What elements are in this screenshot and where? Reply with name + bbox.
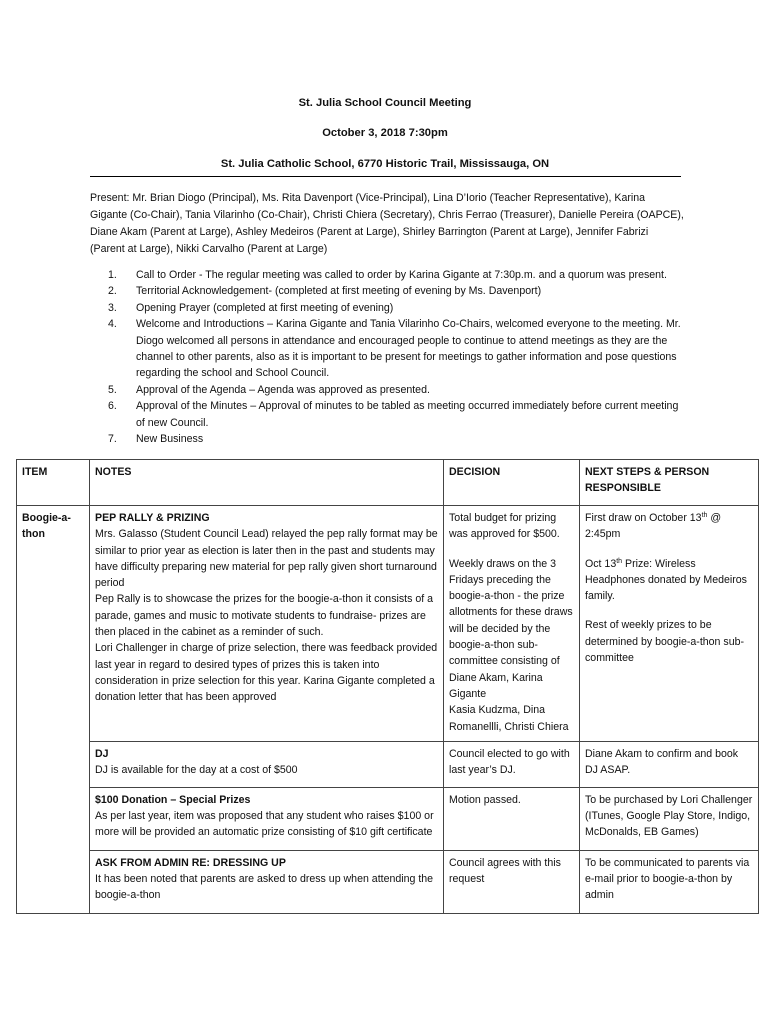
notes-paragraph: Mrs. Galasso (Student Council Lead) relayed the pep rally format may be similar to prior year as election is later then in the past and students may have difficulty preparing new material for pep rally given short turnaround period: [95, 528, 438, 590]
agenda-text: Approval of the Agenda – Agenda was approved as presented.: [136, 383, 430, 396]
notes-title: PEP RALLY & PRIZING: [95, 512, 210, 524]
header-divider: [90, 176, 681, 177]
agenda-item: [108, 431, 688, 447]
meeting-date: October 3, 2018 7:30pm: [322, 127, 448, 139]
agenda-number: 3.: [108, 301, 117, 314]
meeting-title: St. Julia School Council Meeting: [298, 97, 472, 109]
header-item: ITEM: [17, 460, 90, 506]
meeting-location: St. Julia Catholic School, 6770 Historic Trail, Mississauga, ON: [220, 158, 550, 170]
agenda-number: 1.: [108, 269, 117, 281]
agenda-number: 2.: [108, 285, 117, 298]
decision-cell: [444, 506, 580, 742]
agenda-item: [108, 316, 688, 382]
notes-cell: [90, 506, 444, 742]
paragraph-gap: [585, 543, 753, 556]
notes-cell: [90, 741, 444, 787]
next-steps-paragraph: [585, 510, 753, 543]
notes-cell: [90, 787, 444, 850]
agenda-item: [108, 300, 688, 316]
paragraph-gap: [585, 604, 753, 617]
minutes-table: [16, 459, 759, 914]
agenda-text: Welcome and Introductions – Karina Gigante and Tania Vilarinho Co-Chairs, welcomed everyone to the meeting. Mr. Diogo welcomed all persons in attendance and encouraged people to continue to attend meetings as they are the channel to other parents, also as it is important to be present for meetings to gather information and pose questions regarding the school and School Council.: [136, 318, 681, 380]
next-steps-cell: To be purchased by Lori Challenger (ITunes, Google Play Store, Indigo, McDonalds, EB Games): [580, 787, 759, 850]
next-steps-paragraph: [585, 556, 753, 605]
agenda-item: [108, 283, 688, 299]
agenda-text: Approval of the Minutes – Approval of minutes to be tabled as meeting occurred immediately before current meeting of new Council.: [136, 400, 679, 429]
next-steps-cell: Diane Akam to confirm and book DJ ASAP.: [580, 741, 759, 787]
ordinal-suffix: th: [701, 512, 708, 519]
agenda-number: 7.: [108, 433, 117, 446]
decision-cell: Motion passed.: [444, 787, 580, 850]
item-cell: [17, 506, 90, 914]
attendees-paragraph: Present: Mr. Brian Diogo (Principal), Ms. Rita Davenport (Vice-Principal), Lina D’Iorio (Teacher Representative), Karina Gigante (Co-Chair), Tania Vilarinho (Co-Chair), Christi Chiera (Secretary), Chris Ferrao (Treasurer), Danielle Pereira (OAPCE), Diane Akam (Parent at Large), Ashley Medeiros (Parent at Large), Shirley Barrington (Parent at Large), Jennifer Fabrizi (Parent at Large), Nikki Carvalho (Parent at Large): [90, 192, 684, 255]
next-steps-text: First draw on October 13: [585, 512, 702, 524]
decision-paragraph: Weekly draws on the 3 Fridays preceding the boogie-a-thon - the prize allotments for these draws will be decided by the boogie-a-thon sub-committee consisting of Diane Akam, Karina Gigante: [449, 557, 573, 700]
table-row: [17, 850, 759, 913]
agenda-text: Call to Order - The regular meeting was called to order by Karina Gigante at 7:30p.m. and a quorum was present.: [136, 269, 667, 281]
notes-cell: [90, 850, 444, 913]
notes-paragraph: As per last year, item was proposed that any student who raises $100 or more will be provided an automatic prize consisting of $10 gift certificate: [95, 810, 434, 839]
agenda-item: [108, 267, 688, 283]
notes-paragraph: Pep Rally is to showcase the prizes for the boogie-a-thon it consists of a parade, games and music to motivate students to fundraise- prizes are then placed in the cabinet as a reminder of such.: [95, 593, 433, 639]
table-row: [17, 741, 759, 787]
decision-paragraph: Kasia Kudzma, Dina Romanellli, Christi Chiera: [449, 704, 569, 733]
agenda-number: 4.: [108, 318, 117, 331]
notes-paragraph: It has been noted that parents are asked to dress up when attending the boogie-a-thon: [95, 873, 434, 902]
decision-cell: Council agrees with this request: [444, 850, 580, 913]
agenda-item: [108, 398, 688, 431]
table-header-row: [17, 460, 759, 506]
notes-title: DJ: [95, 747, 109, 760]
decision-cell: Council elected to go with last year’s DJ.: [444, 741, 580, 787]
agenda-list: [108, 267, 688, 447]
agenda-text: New Business: [136, 433, 204, 446]
table-row: [17, 787, 759, 850]
notes-paragraph: Lori Challenger in charge of prize selection, there was feedback provided last year in regard to desired types of prizes this is taken into consideration in prize selection for this year. Karina Gigante completed a donation letter that has been approved: [95, 642, 438, 704]
next-steps-cell: [580, 506, 759, 742]
next-steps-text: Prize: Wireless Headphones donated by Medeiros family.: [585, 557, 747, 603]
table-row: [17, 506, 759, 742]
agenda-number: 6.: [108, 400, 117, 413]
next-steps-text: @ 2:45pm: [585, 512, 722, 541]
agenda-item: [108, 382, 688, 398]
next-steps-paragraph: Rest of weekly prizes to be determined by boogie-a-thon sub-committee: [585, 619, 745, 665]
notes-paragraph: DJ is available for the day at a cost of $500: [95, 764, 298, 777]
header-decision: DECISION: [444, 460, 580, 506]
next-steps-cell: To be communicated to parents via e-mail prior to boogie-a-thon by admin: [580, 850, 759, 913]
agenda-number: 5.: [108, 383, 117, 396]
agenda-text: Opening Prayer (completed at first meeting of evening): [136, 301, 394, 314]
header-notes: NOTES: [90, 460, 444, 506]
notes-title: ASK FROM ADMIN RE: DRESSING UP: [95, 856, 286, 869]
ordinal-suffix: th: [616, 557, 623, 565]
header-next-steps: NEXT STEPS & PERSON RESPONSIBLE: [580, 460, 759, 506]
paragraph-gap: [449, 543, 574, 556]
item-label: Boogie-a-thon: [22, 512, 71, 541]
notes-title: $100 Donation – Special Prizes: [95, 793, 251, 806]
agenda-text: Territorial Acknowledgement- (completed at first meeting of evening by Ms. Davenport): [136, 285, 542, 298]
decision-paragraph: Total budget for prizing was approved for $500.: [449, 512, 560, 541]
next-steps-text: Oct 13: [585, 557, 617, 570]
